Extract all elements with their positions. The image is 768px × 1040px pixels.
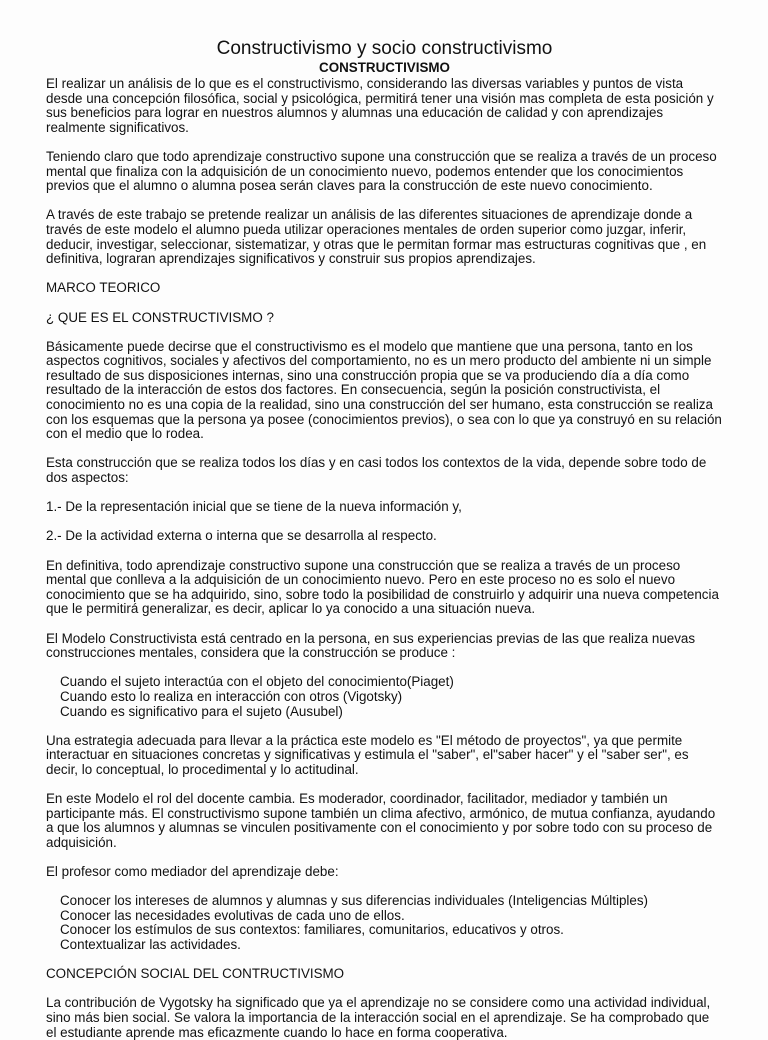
paragraph-teacher-role: En este Modelo el rol del docente cambia. Es moderador, coordinador, facilitador, mediador y también un participante más. El constructivismo supone también un clima afectivo, armónico, de mutua confianza, ayudando a que los alumnos y alumnas se vinculen positivamente con el conocimiento y por sobre todo con su proceso de adquisición. — [46, 791, 716, 850]
paragraph-intro: El realizar un análisis de lo que es el constructivismo, considerando las diversas variables y puntos de vista desde una concepción filosófica, social y psicológica, permitirá tener una visión mas completa de esta posición y sus beneficios para lograr en nuestros alumnos y alumnas una educación de calidad y con aprendizajes realmente significativos. — [46, 76, 714, 135]
paragraph-strategy: Una estrategia adecuada para llevar a la práctica este modelo es "El método de proyectos", ya que permite interactuar en situaciones concretas y significativas y estimula el "saber", el"saber hacer" y el "saber ser", es decir, lo conceptual, lo procedimental y lo actitudinal. — [46, 732, 689, 777]
list-item: Conocer las necesidades evolutivas de cada uno de ellos. — [60, 907, 405, 923]
list-item: Cuando es significativo para el sujeto (Ausubel) — [60, 703, 343, 719]
list-item: Contextualizar las actividades. — [60, 937, 241, 953]
paragraph-objective: A través de este trabajo se pretende realizar un análisis de las diferentes situaciones de aprendizaje donde a través de este modelo el alumno pueda utilizar operaciones mentales de orden superior como juzgar, inferir, deducir, investigar, seleccionar, sistematizar, y otras que le permitan formar mas estructuras cognitivas que , en definitiva, lograran aprendizajes significativos y construir sus propios aprendizajes. — [46, 207, 707, 267]
list-item: Cuando esto lo realiza en interacción con otros (Vigotsky) — [60, 688, 403, 704]
paragraph-prior-knowledge: Teniendo claro que todo aprendizaje constructivo supone una construcción que se realiza a través de un proceso mental que finaliza con la adquisición de un conocimiento nuevo, podemos entender que los conocimientos previos que el alumno o alumna posea serán claves para la construcción de este nuevo conocimiento. — [46, 148, 717, 194]
list-item: Conocer los intereses de alumnos y alumnas y sus diferencias individuales (Inteligencias Múltiples) — [60, 893, 648, 909]
document-subtitle: CONSTRUCTIVISMO — [319, 60, 450, 75]
construction-conditions-list — [46, 675, 723, 719]
paragraph-model: El Modelo Constructivista está centrado en la persona, en sus experiencias previas de las que realiza nuevas construcciones mentales, considera que la construcción se produce : — [46, 630, 696, 661]
mediator-duties-list — [46, 894, 723, 952]
list-item: Cuando el sujeto interactúa con el objeto del conocimiento(Piaget) — [60, 674, 454, 690]
paragraph-vygotsky: La contribución de Vygotsky ha significado que ya el aprendizaje no se considere como una actividad individual, sino más bien social. Se valora la importancia de la interacción social en el aprendizaje. Se ha comprobado que el estudiante aprende mas eficazmente cuando lo hace en forma cooperativa. — [46, 995, 711, 1040]
paragraph-aspects: Esta construcción que se realiza todos los días y en casi todos los contextos de la vida, depende sobre todo de dos aspectos: — [46, 455, 707, 486]
heading-que-es: ¿ QUE ES EL CONSTRUCTIVISMO ? — [46, 309, 274, 325]
heading-marco-teorico: MARCO TEORICO — [46, 280, 161, 296]
aspect-item-2: 2.- De la actividad externa o interna que se desarrolla al respecto. — [46, 528, 437, 544]
paragraph-mediator: El profesor como mediador del aprendizaje debe: — [46, 864, 339, 880]
paragraph-definition: Básicamente puede decirse que el constructivismo es el modelo que mantiene que una persona, tanto en los aspectos cognitivos, sociales y afectivos del comportamiento, no es un mero producto del ambiente ni un simple resultado de sus disposiciones internas, sino una construcción propia que se va produciendo día a día como resultado de la interacción de estos dos factores. En consecuencia, según la posición constructivista, el conocimiento no es una copia de la realidad, sino una construcción del ser humano, esta construcción se realiza con los esquemas que la persona ya posee (conocimientos previos), o sea con lo que ya construyó en su relación con el medio que lo rodea. — [46, 338, 722, 442]
paragraph-conclusion: En definitiva, todo aprendizaje constructivo supone una construcción que se realiza a través de un proceso mental que conlleva a la adquisición de un conocimiento nuevo. Pero en este proceso no es solo el nuevo conocimiento que se ha adquirido, sino, sobre todo la posibilidad de construirlo y adquirir una nueva competencia que le permitirá generalizar, es decir, aplicar lo ya conocido a una situación nueva. — [46, 557, 719, 617]
heading-concepcion-social: CONCEPCIÓN SOCIAL DEL CONTRUCTIVISMO — [46, 966, 345, 982]
list-item: Conocer los estímulos de sus contextos: familiares, comunitarios, educativos y otros. — [60, 922, 564, 938]
document-title: Constructivismo y socio constructivismo — [216, 38, 553, 59]
aspect-item-1: 1.- De la representación inicial que se tiene de la nueva información y, — [46, 499, 462, 515]
